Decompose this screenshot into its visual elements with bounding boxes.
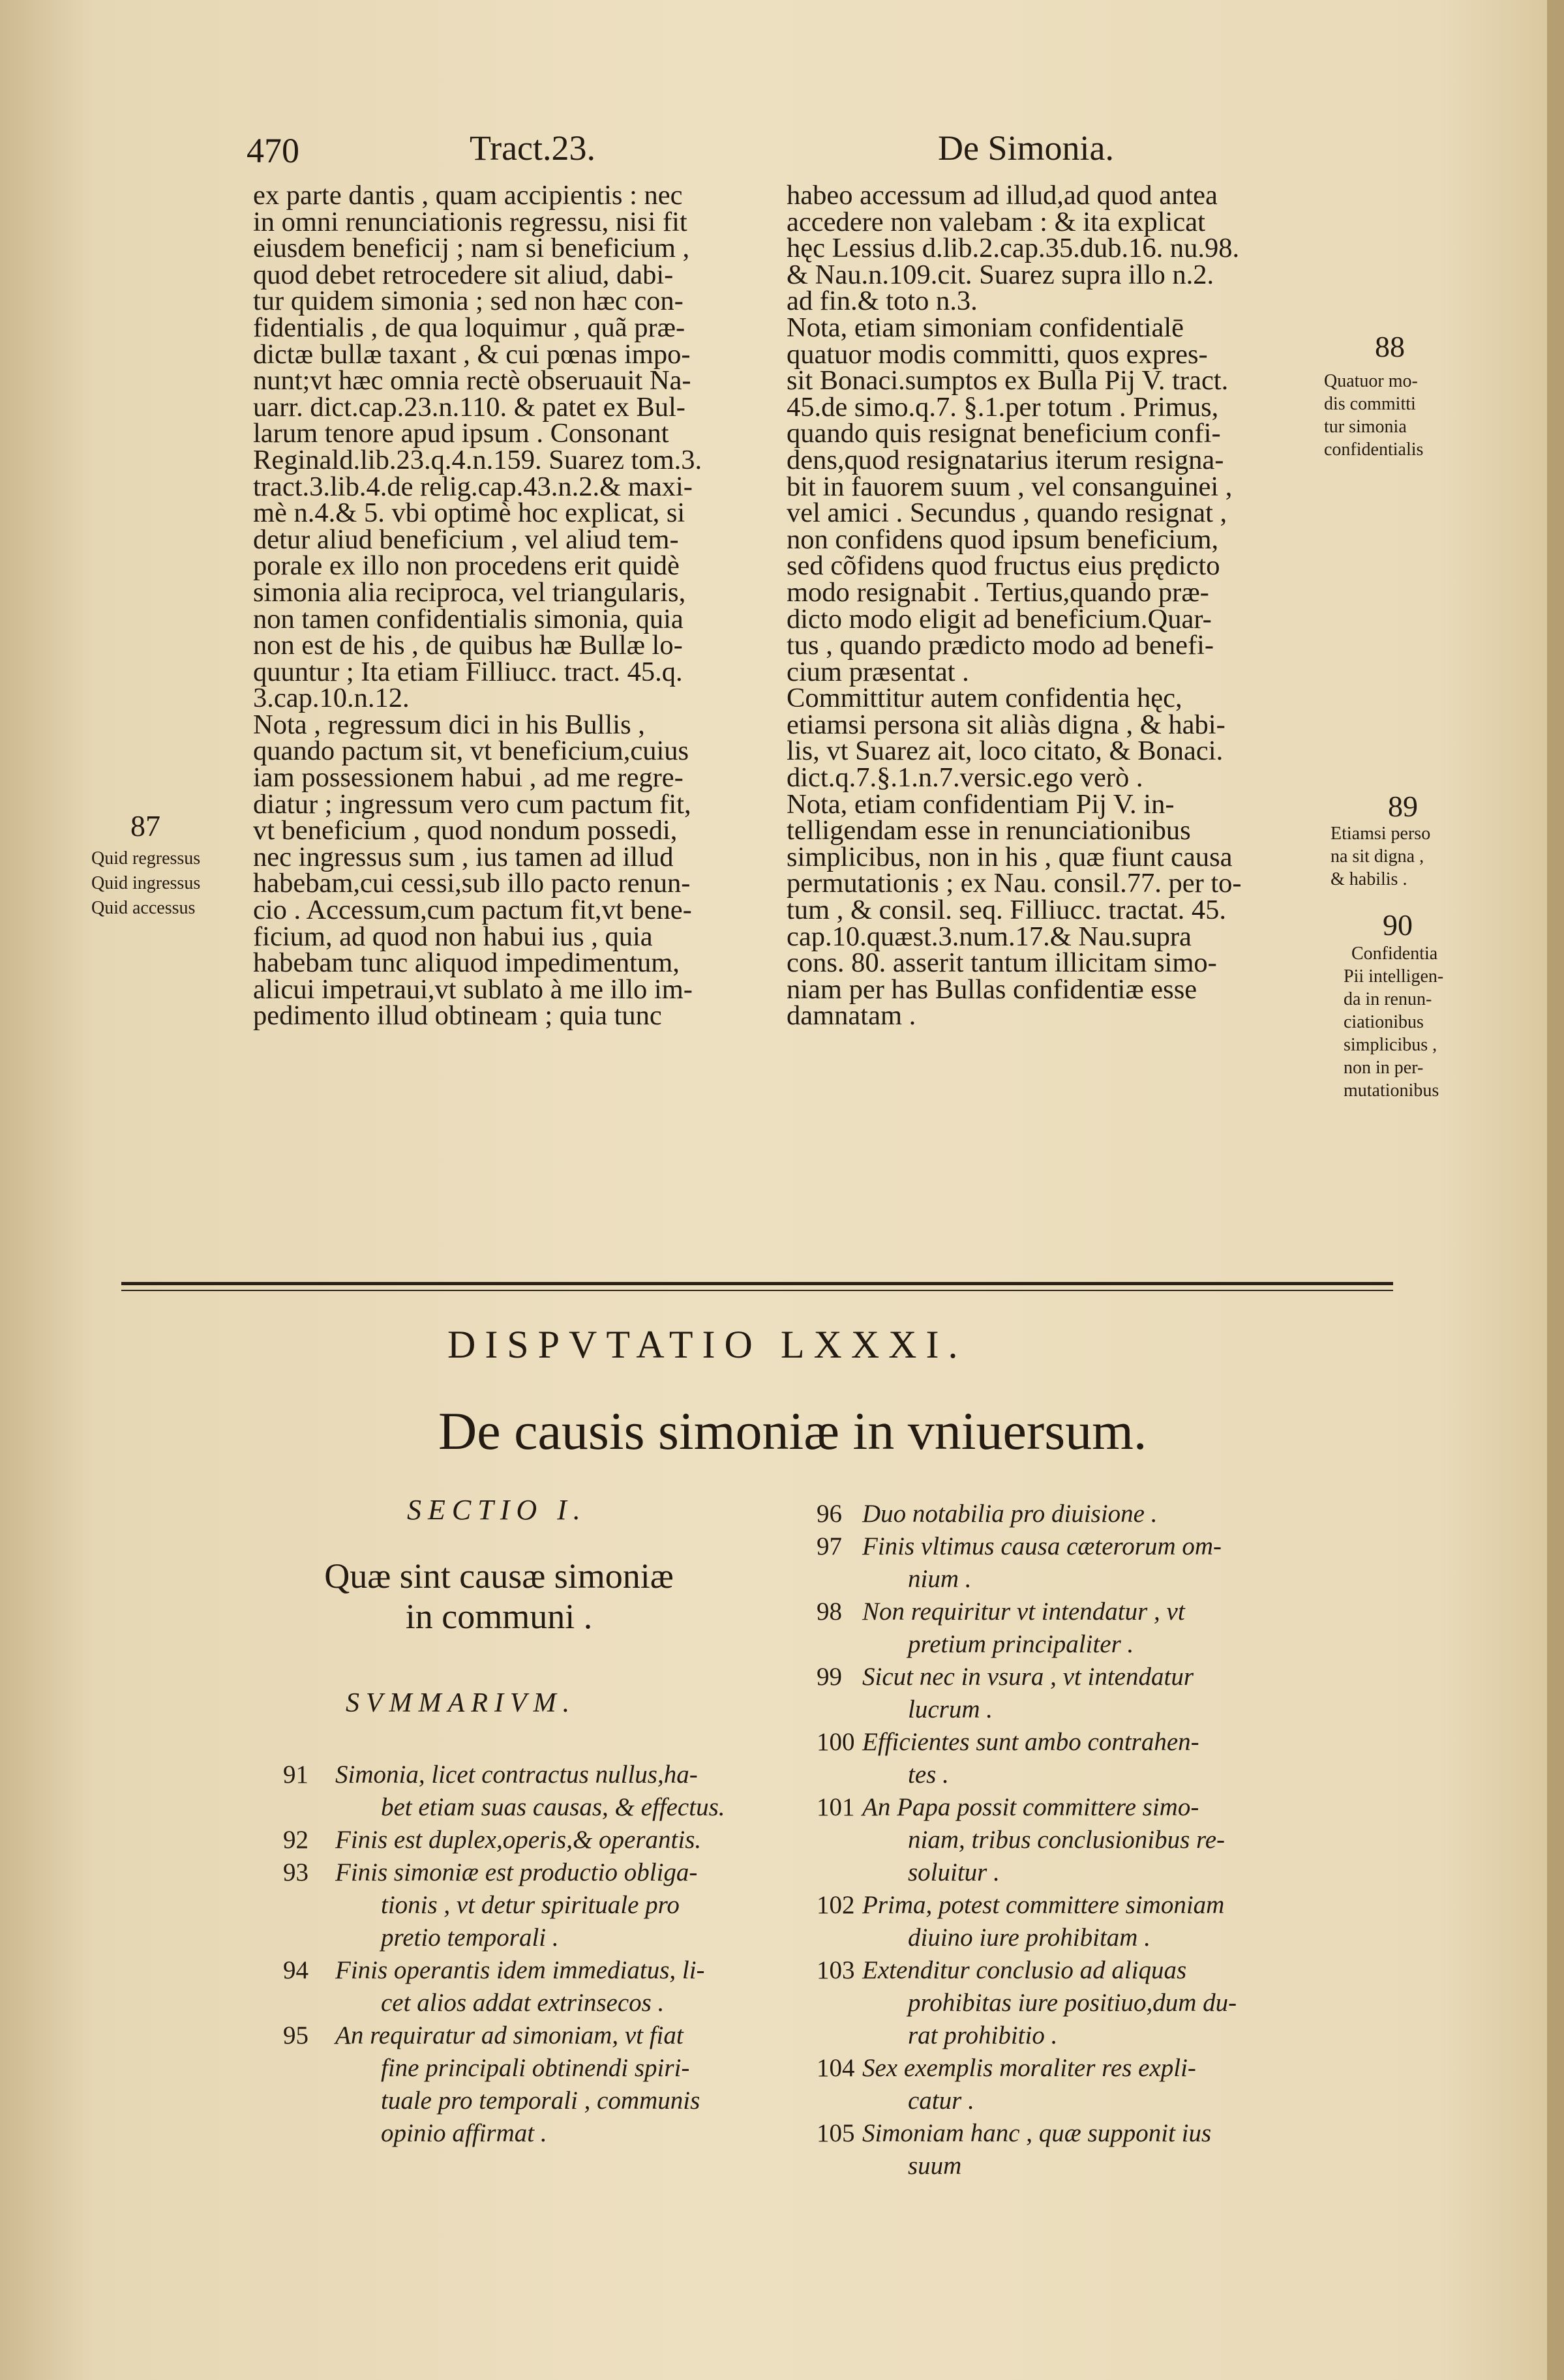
right-text-line: cap.10.quæst.3.num.17.& Nau.supra [787,921,1192,952]
left-text-line: Reginald.lib.23.q.4.n.159. Suarez tom.3. [253,444,702,475]
margin-number-90: 90 [1383,908,1413,942]
summary-text: Finis simoniæ est productio obliga- [335,1858,698,1886]
margin-note-90-5: simplicibus , [1344,1035,1437,1055]
summary-text: nium . [908,1565,972,1593]
summary-text: niam, tribus conclusionibus re- [908,1826,1226,1854]
summary-text: Duo notabilia pro diuisione . [862,1500,1158,1528]
summary-text: An Papa possit committere simo- [862,1793,1199,1821]
margin-number-89: 89 [1388,790,1418,823]
margin-note-90-4: ciationibus [1344,1012,1424,1032]
disputatio-title: De causis simoniæ in vniuersum. [438,1401,1147,1461]
right-text-line: sit Bonaci.sumptos ex Bulla Pij V. tract. [787,365,1229,396]
margin-number-87: 87 [130,809,160,842]
right-text-line: cium præsentat . [787,656,969,687]
right-text-line: bit in fauorem suum , vel consanguinei , [787,471,1233,502]
right-text-line: quando quis resignat beneficium confi- [787,418,1221,449]
summary-text: Non requiritur vt intendatur , vt [862,1598,1185,1626]
left-text-line: quuntur ; Ita etiam Filliucc. tract. 45.q. [253,656,683,687]
summary-number: 94 [283,1956,308,1984]
summary-text: pretium principaliter . [908,1630,1134,1658]
left-text-line: alicui impetraui,vt sublato à me illo im- [253,974,693,1005]
right-text-line: hęc Lessius d.lib.2.cap.35.dub.16. nu.98. [787,233,1240,264]
summary-text: Simonia, licet contractus nullus,ha- [335,1761,698,1789]
summary-number: 91 [283,1761,308,1789]
right-text-line: non confidens quod ipsum beneficium, [787,524,1219,555]
margin-note-90-1: Confidentia [1351,944,1438,964]
right-text-line: permutationis ; ex Nau. consil.77. per to- [787,868,1242,899]
left-text-line: detur aliud beneficium , vel aliud tem- [253,524,679,555]
left-text-line: porale ex illo non procedens erit quidè [253,550,680,582]
right-text-line: cons. 80. asserit tantum illicitam simo- [787,947,1217,979]
right-text-line: ad fin.& toto n.3. [787,286,978,317]
margin-note-90-3: da in renun- [1344,989,1432,1009]
right-text-line: vel amici . Secundus , quando resignat , [787,498,1227,529]
disputatio-heading: DISPVTATIO LXXXI. [447,1323,967,1366]
left-text-line: ficium, ad quod non habui ius , quia [253,921,653,952]
running-title: De Simonia. [938,128,1114,168]
summary-text: soluitur . [908,1858,1000,1886]
left-text-line: pedimento illud obtineam ; quia tunc [253,1000,662,1032]
left-text-line: non est de his , de quibus hæ Bullæ lo- [253,630,683,661]
summary-text: Simoniam hanc , quæ supponit ius [862,2119,1212,2147]
summary-text: lucrum . [908,1695,993,1723]
left-text-line: non tamen confidentialis simonia, quia [253,603,684,634]
question-line-1: Quæ sint causæ simoniæ [324,1556,674,1596]
summary-number: 101 [817,1793,855,1821]
question-title [261,1556,737,1637]
left-text-line: tur quidem simonia ; sed non hæc con- [253,286,684,317]
right-text-line: dicto modo eligit ad beneficium.Quar- [787,603,1212,634]
margin-note-89-1: Etiamsi perso [1331,824,1431,844]
left-text-line: eiusdem beneficij ; nam si beneficium , [253,233,690,264]
left-text-line: quando pactum sit, vt beneficium,cuius [253,736,689,767]
margin-note-88-3: tur simonia [1324,417,1407,437]
margin-note-ingressus: Quid ingressus [91,873,201,893]
summary-number: 95 [283,2021,308,2049]
right-text-line: niam per has Bullas confidentiæ esse [787,974,1197,1005]
summary-number: 92 [283,1826,308,1854]
left-text-line: Nota , regressum dici in his Bullis , [253,709,645,740]
left-text-column [253,180,702,1032]
right-text-line: simplicibus, non in his , quæ fiunt causa [787,841,1233,872]
summary-number: 96 [817,1500,842,1528]
summary-text: Sicut nec in vsura , vt intendatur [862,1663,1194,1691]
sectio-heading: SECTIO I. [407,1494,587,1526]
margin-note-regressus: Quid regressus [91,848,201,869]
summarium-heading: SVMMARIVM. [346,1688,577,1718]
section-rule-thick [121,1282,1393,1285]
summary-number: 93 [283,1858,308,1886]
left-text-line: quod debet retrocedere sit aliud, dabi- [253,259,674,290]
summary-number: 99 [817,1663,842,1691]
right-text-line: 45.de simo.q.7. §.1.per totum . Primus, [787,391,1219,423]
right-text-line: dens,quod resignatarius iterum resigna- [787,444,1224,475]
summary-number: 104 [817,2054,855,2082]
margin-note-89-3: & habilis . [1331,869,1407,889]
margin-note-88-2: dis committi [1324,394,1416,414]
left-text-line: tract.3.lib.4.de relig.cap.43.n.2.& maxi- [253,471,693,502]
left-text-line: habebam,cui cessi,sub illo pacto renun- [253,868,691,899]
margin-note-90-7: mutationibus [1344,1080,1439,1101]
summary-text: diuino iure prohibitam . [908,1924,1150,1952]
right-text-line: damnatam . [787,1000,916,1032]
summary-number: 98 [817,1598,842,1626]
summary-number: 97 [817,1532,842,1560]
summary-text: Extenditur conclusio ad aliquas [862,1956,1187,1984]
summary-text: pretio temporali . [381,1924,559,1952]
margin-note-88-4: confidentialis [1324,439,1424,460]
right-text-line: dict.q.7.§.1.n.7.versic.ego verò . [787,762,1143,794]
left-text-line: vt beneficium , quod nondum possedi, [253,815,678,846]
section-rule-thin [121,1290,1393,1291]
right-text-line: quatuor modis committi, quos expres- [787,338,1208,370]
left-text-line: nunt;vt hæc omnia rectè obseruauit Na- [253,365,691,396]
left-text-line: uarr. dict.cap.23.n.110. & patet ex Bul- [253,391,685,423]
summary-text: tes . [908,1761,949,1789]
summary-text: Efficientes sunt ambo contrahen- [862,1728,1199,1756]
right-text-line: telligendam esse in renunciationibus [787,815,1191,846]
right-text-line: tum , & consil. seq. Filliucc. tractat. 45. [787,895,1226,926]
left-text-line: diatur ; ingressum vero cum pactum fit, [253,788,691,820]
margin-note-90-6: non in per- [1344,1058,1424,1078]
right-text-line: Committitur autem confidentia hęc, [787,683,1182,714]
left-text-line: 3.cap.10.n.12. [253,683,410,714]
margin-note-accessus: Quid accessus [91,898,196,918]
summary-number: 100 [817,1728,855,1756]
summary-text: suum [908,2152,962,2180]
summary-text: Finis operantis idem immediatus, li- [335,1956,705,1984]
page-edge [1547,0,1564,2380]
margin-note-89-2: na sit digna , [1331,846,1424,867]
summary-number: 105 [817,2119,855,2147]
summary-text: tuale pro temporali , communis [381,2087,700,2115]
left-text-line: cio . Accessum,cum pactum fit,vt bene- [253,895,692,926]
left-text-line: dictæ bullæ taxant , & cui pœnas impo- [253,338,691,370]
summary-text: fine principali obtinendi spiri- [381,2054,690,2082]
summary-text: catur . [908,2087,974,2115]
right-text-line: sed cõfidens quod fructus eius prędicto [787,550,1220,582]
left-text-line: habebam tunc aliquod impedimentum, [253,947,680,979]
left-text-line: larum tenore apud ipsum . Consonant [253,418,669,449]
summary-text: Sex exemplis moraliter res expli- [862,2054,1196,2082]
right-text-line: Nota, etiam confidentiam Pij V. in- [787,788,1175,820]
summary-text: prohibitas iure positiuo,dum du- [908,1989,1237,2017]
margin-number-88: 88 [1375,330,1405,363]
left-text-line: mè n.4.& 5. vbi optimè hoc explicat, si [253,498,685,529]
right-text-line: modo resignabit . Tertius,quando præ- [787,576,1209,608]
right-text-line: accedere non valebam : & ita explicat [787,206,1205,237]
summary-text: rat prohibitio . [908,2021,1058,2049]
summary-text: bet etiam suas causas, & effectus. [381,1793,725,1821]
margin-note-88-1: Quatuor mo- [1324,371,1418,391]
left-text-line: simonia alia reciproca, vel triangularis, [253,576,686,608]
summary-text: tionis , vt detur spirituale pro [381,1891,680,1919]
page-number: 470 [247,131,299,170]
right-text-line: & Nau.n.109.cit. Suarez supra illo n.2. [787,259,1214,290]
summary-text: cet alios addat extrinsecos . [381,1989,665,2017]
right-text-line: lis, vt Suarez ait, loco citato, & Bonaci. [787,736,1224,767]
summary-number: 103 [817,1956,855,1984]
right-text-line: Nota, etiam simoniam confidentialē [787,312,1184,343]
left-text-line: ex parte dantis , quam accipientis : nec [253,180,683,211]
right-text-line: etiamsi persona sit aliàs digna , & habi- [787,709,1226,740]
left-text-line: iam possessionem habui , ad me regre- [253,762,684,794]
right-text-line: habeo accessum ad illud,ad quod antea [787,180,1218,211]
right-text-line: tus , quando prædicto modo ad benefi- [787,630,1214,661]
summary-text: opinio affirmat . [381,2119,547,2147]
summary-text: Finis est duplex,operis,& operantis. [335,1826,702,1854]
right-text-column [787,180,1242,1032]
summary-text: An requiratur ad simoniam, vt fiat [335,2021,684,2049]
margin-note-90-2: Pii intelligen- [1344,966,1444,987]
question-line-2: in communi . [405,1597,593,1636]
summary-text: Finis vltimus causa cæterorum om- [862,1532,1222,1560]
summary-text: Prima, potest committere simoniam [862,1891,1225,1919]
summary-number: 102 [817,1891,855,1919]
tract-label: Tract.23. [470,128,596,168]
left-text-line: nec ingressus sum , ius tamen ad illud [253,841,674,872]
left-text-line: in omni renunciationis regressu, nisi fit [253,206,687,237]
left-text-line: fidentialis , de qua loquimur , quã præ- [253,312,685,343]
